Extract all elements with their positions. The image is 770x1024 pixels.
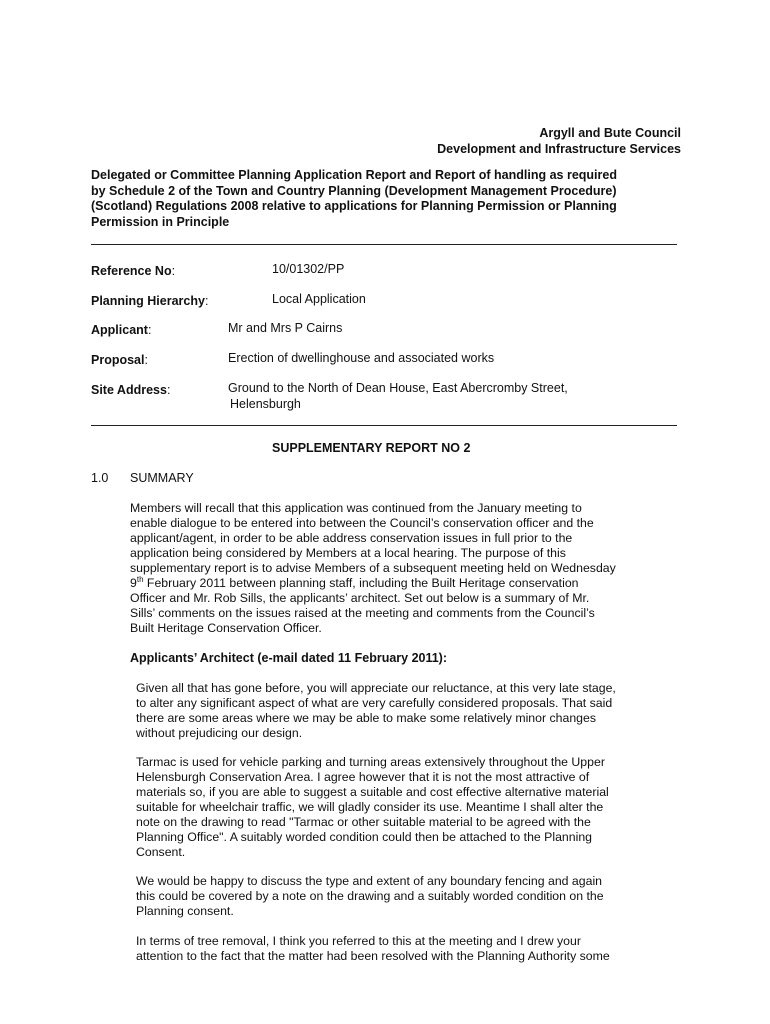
reference-label: Reference No bbox=[91, 264, 172, 278]
summary-line: enable dialogue to be entered into between the Council’s conservation officer and the bbox=[130, 516, 594, 530]
intro-line: (Scotland) Regulations 2008 relative to applications for Planning Permission or Planning bbox=[91, 199, 617, 214]
summary-line bbox=[130, 576, 616, 591]
summary-line: supplementary report is to advise Members of a subsequent meeting held on Wednesday bbox=[130, 561, 616, 575]
intro-line: Delegated or Committee Planning Application Report and Report of handling as required bbox=[91, 168, 617, 182]
quote-line: note on the drawing to read "Tarmac or other suitable material to be agreed with the bbox=[136, 815, 591, 829]
quote-line: Tarmac is used for vehicle parking and turning areas extensively throughout the Upper bbox=[136, 755, 605, 769]
quote-paragraph-1 bbox=[136, 681, 616, 741]
reference-colon: : bbox=[171, 264, 176, 278]
quote-line: suitable for wheelchair traffic, we will gladly consider its use. Meantime I shall alter the bbox=[136, 800, 604, 814]
quote-line: Consent. bbox=[136, 845, 186, 859]
summary-line: application being considered by Members at a local hearing. The purpose of this bbox=[130, 546, 566, 560]
reference-value: 10/01302/PP bbox=[272, 262, 345, 276]
quote-paragraph-2 bbox=[136, 755, 609, 860]
applicant-label: Applicant bbox=[91, 323, 148, 337]
divider-top bbox=[91, 244, 677, 245]
quote-line: Planning consent. bbox=[136, 904, 234, 918]
quote-line: Given all that has gone before, you will appreciate our reluctance, at this very late stage, bbox=[136, 681, 616, 695]
divider-bottom bbox=[91, 425, 677, 426]
quote-line: attention to the fact that the matter had been resolved with the Planning Authority some bbox=[136, 949, 610, 963]
intro-line: by Schedule 2 of the Town and Country Planning (Development Management Procedure) bbox=[91, 183, 617, 198]
proposal-row bbox=[91, 351, 148, 369]
summary-line: Officer and Mr. Rob Sills, the applicants’ architect. Set out below is a summary of Mr. bbox=[130, 591, 590, 605]
summary-paragraph bbox=[130, 501, 616, 636]
proposal-label: Proposal bbox=[91, 353, 145, 367]
site-address-line-2: Helensburgh bbox=[230, 397, 301, 411]
report-title: SUPPLEMENTARY REPORT NO 2 bbox=[272, 441, 471, 455]
site-address-label: Site Address bbox=[91, 383, 167, 397]
architect-heading: Applicants’ Architect (e-mail dated 11 February 2011): bbox=[130, 651, 448, 665]
summary-line: Members will recall that this application was continued from the January meeting to bbox=[130, 501, 582, 515]
hierarchy-row bbox=[91, 292, 208, 310]
quote-line: Helensburgh Conservation Area. I agree however that it is not the most attractive of bbox=[136, 770, 590, 784]
quote-line: Planning Office". A suitably worded condition could then be attached to the Planning bbox=[136, 830, 593, 844]
site-address-colon: : bbox=[166, 383, 171, 397]
applicant-colon: : bbox=[147, 323, 152, 337]
proposal-colon: : bbox=[144, 353, 148, 367]
hierarchy-colon: : bbox=[204, 294, 209, 308]
day-suffix: th bbox=[136, 574, 144, 584]
hierarchy-label: Planning Hierarchy bbox=[91, 294, 205, 308]
report-intro bbox=[91, 168, 683, 230]
quote-line: to alter any significant aspect of what are very carefully considered proposals. That said bbox=[136, 696, 613, 710]
meeting-date-rest: February 2011 between planning staff, including the Built Heritage conservation bbox=[143, 576, 579, 590]
meeting-day: 9 bbox=[130, 576, 137, 590]
proposal-value: Erection of dwellinghouse and associated works bbox=[228, 351, 495, 365]
department-name: Development and Infrastructure Services bbox=[437, 142, 681, 156]
summary-line: Built Heritage Conservation Officer. bbox=[130, 621, 322, 635]
section-title: SUMMARY bbox=[130, 471, 194, 485]
reference-row bbox=[91, 262, 175, 280]
summary-line: Sills’ comments on the issues raised at the meeting and comments from the Council’s bbox=[130, 606, 595, 620]
site-address-row bbox=[91, 381, 170, 399]
applicant-row bbox=[91, 321, 151, 339]
quote-line: without prejudicing our design. bbox=[136, 726, 303, 740]
intro-line: Permission in Principle bbox=[91, 214, 230, 229]
summary-line: applicant/agent, in order to be able address conservation issues in full prior to the bbox=[130, 531, 573, 545]
hierarchy-value: Local Application bbox=[272, 292, 366, 306]
quote-paragraph-4 bbox=[136, 934, 610, 964]
council-name: Argyll and Bute Council bbox=[539, 126, 681, 140]
section-number: 1.0 bbox=[91, 471, 109, 485]
quote-line: there are some areas where we may be able to make some relatively minor changes bbox=[136, 711, 596, 725]
site-address-line-1: Ground to the North of Dean House, East Abercromby Street, bbox=[228, 381, 568, 395]
applicant-value: Mr and Mrs P Cairns bbox=[228, 321, 343, 335]
quote-line: materials so, if you are able to suggest a suitable and cost effective alternative material bbox=[136, 785, 609, 799]
quote-paragraph-3 bbox=[136, 874, 604, 919]
quote-line: this could be covered by a note on the drawing and a suitably worded condition on the bbox=[136, 889, 604, 903]
quote-line: In terms of tree removal, I think you referred to this at the meeting and I drew your bbox=[136, 934, 581, 948]
quote-line: We would be happy to discuss the type and extent of any boundary fencing and again bbox=[136, 874, 603, 888]
